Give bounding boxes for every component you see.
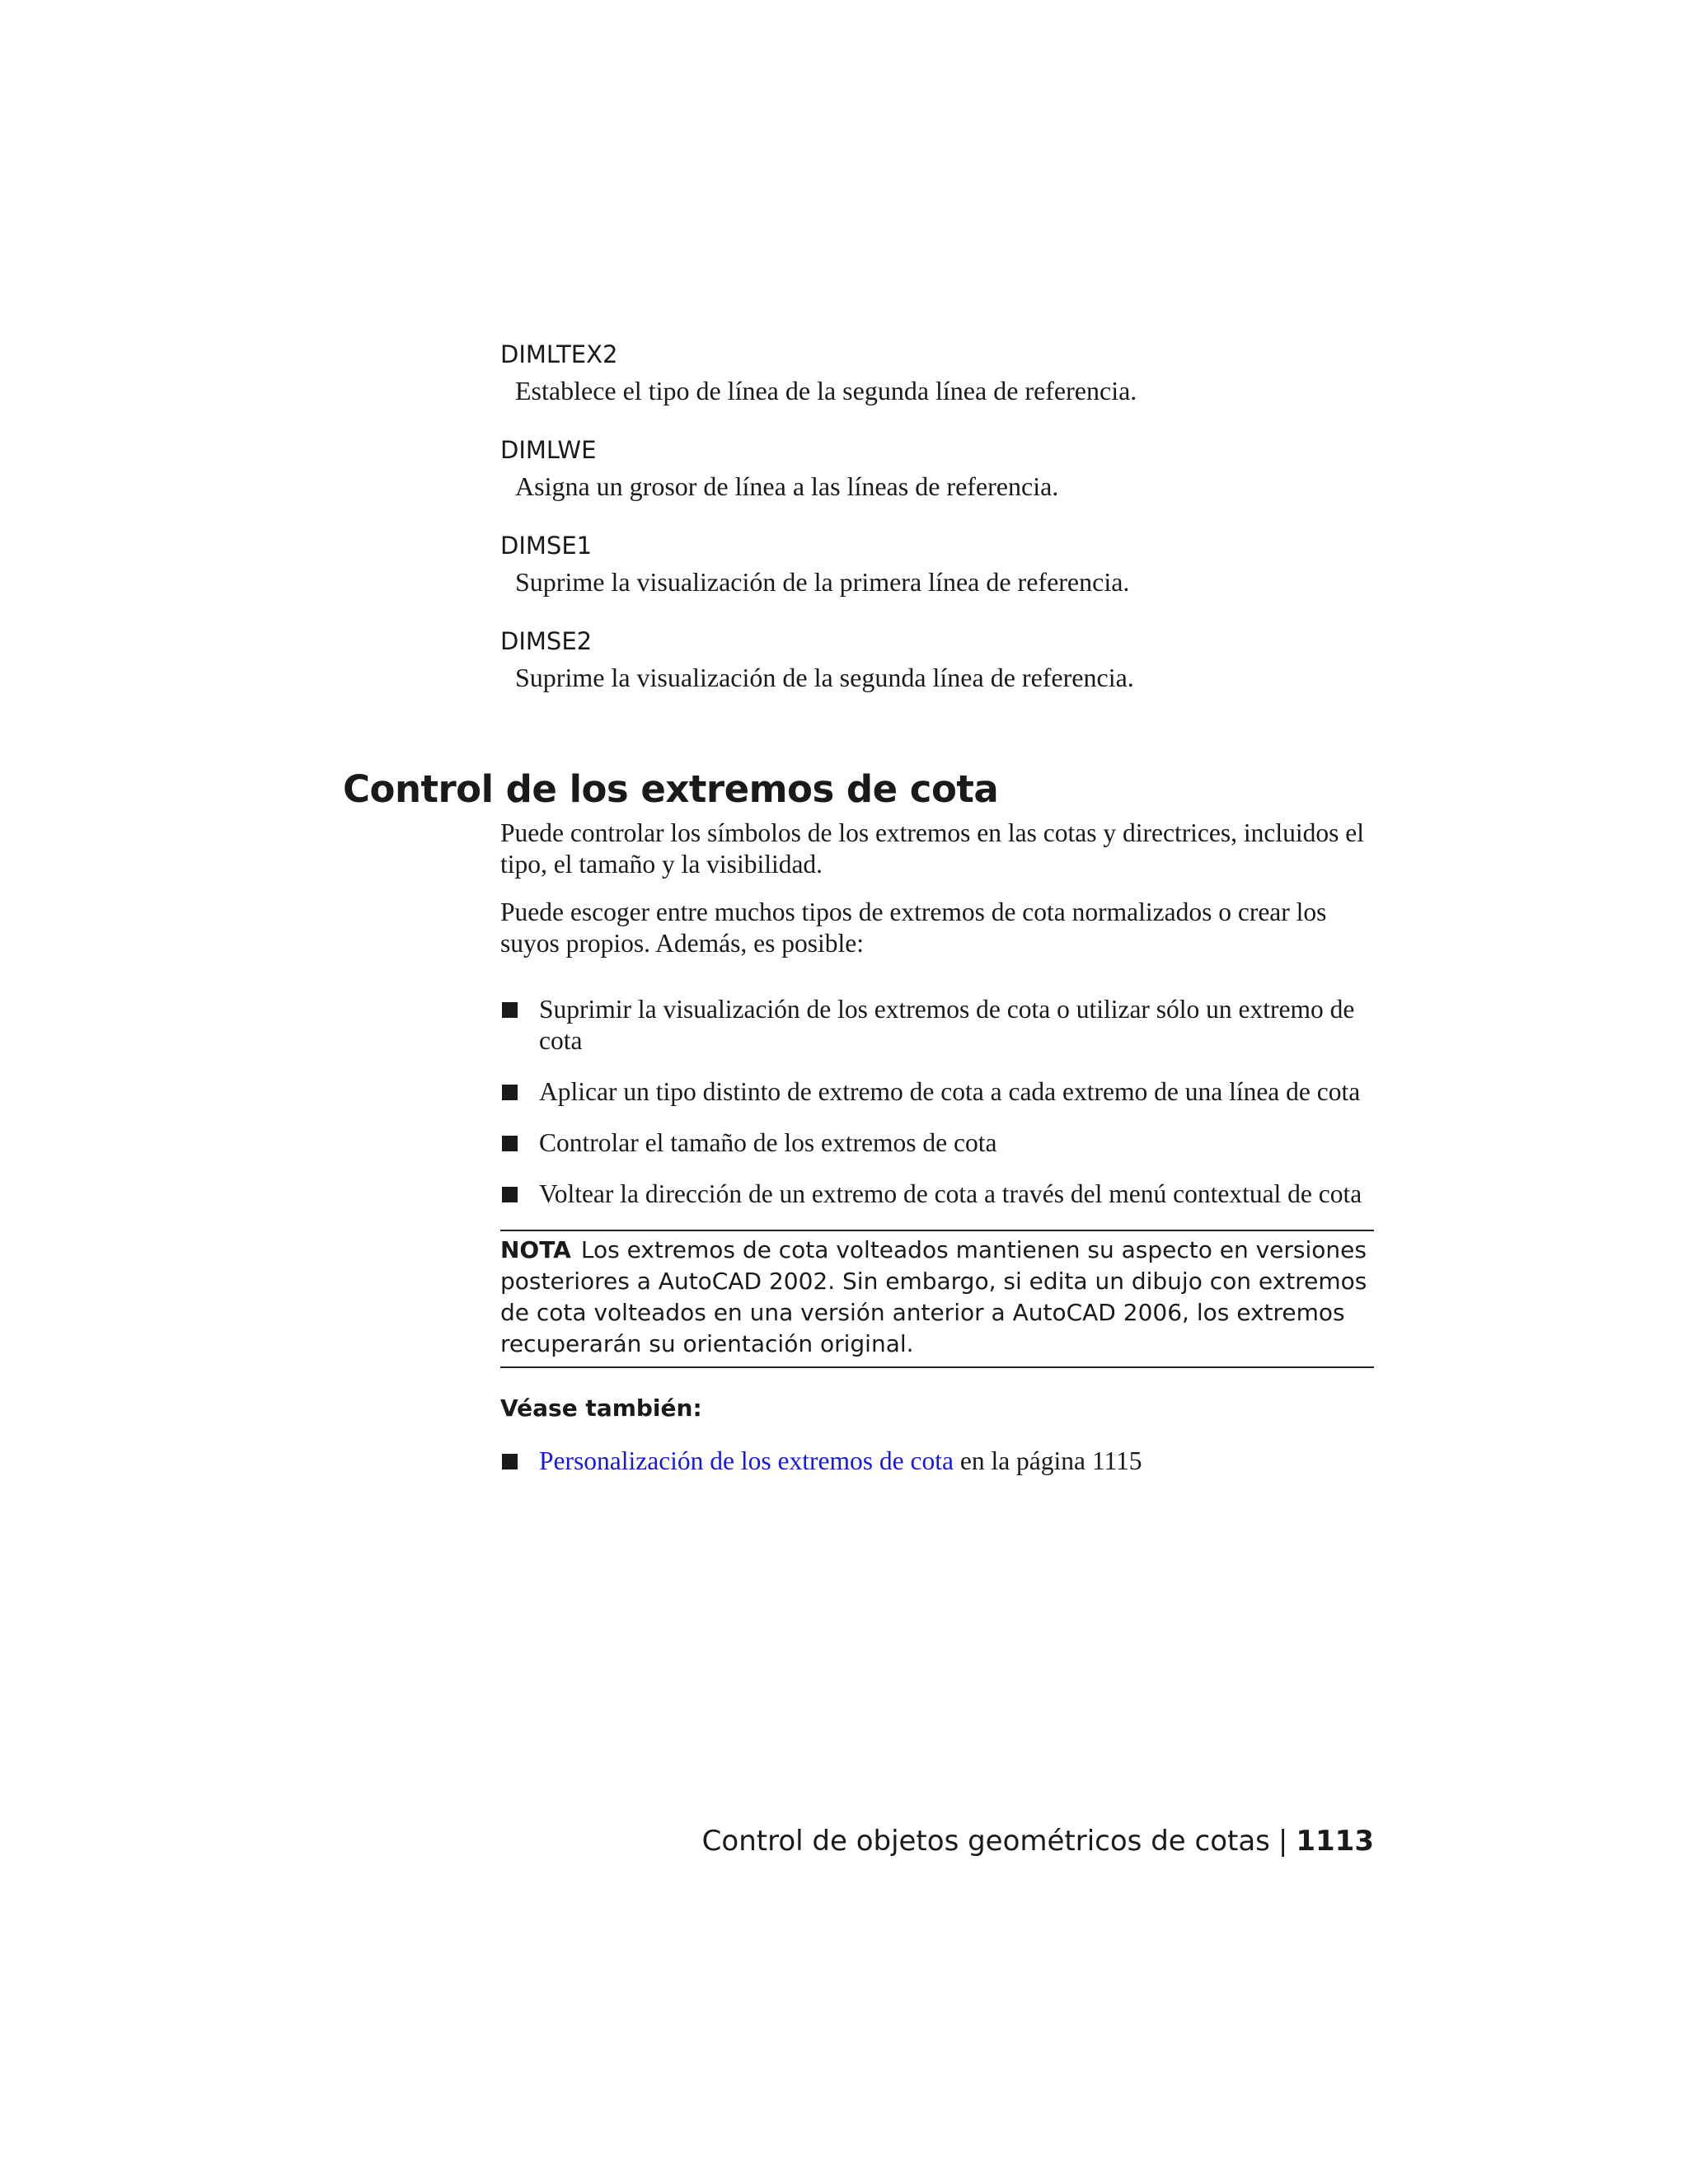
list-item-text: Suprimir la visualización de los extremos de cota o utilizar sólo un extremo de cota: [539, 995, 1355, 1055]
note-label: NOTA: [500, 1236, 571, 1263]
square-bullet-icon: [502, 1085, 518, 1100]
variable-list: [500, 336, 1374, 719]
variable-name: DIMLWE: [500, 436, 597, 464]
note-text: Los extremos de cota volteados mantienen su aspecto en versiones posteriores a AutoCAD 2002. Sin embargo, si edita un dibujo con extremos de cota volteados en una versión anterior a AutoCAD 2006, los extremos recuperarán su orientación original.: [500, 1236, 1367, 1357]
section-content: [500, 818, 1374, 1477]
see-also-suffix: en la página 1115: [953, 1446, 1142, 1475]
note-box: [500, 1230, 1374, 1368]
list-item: [500, 994, 1374, 1057]
variable-description: Asigna un grosor de línea a las líneas de referencia.: [515, 471, 1059, 501]
paragraph: Puede escoger entre muchos tipos de extremos de cota normalizados o crear los suyos propios. Además, es posible:: [500, 898, 1327, 958]
paragraph: Puede controlar los símbolos de los extremos en las cotas y directrices, incluidos el tipo, el tamaño y la visibilidad.: [500, 818, 1365, 879]
list-item-text: Aplicar un tipo distinto de extremo de cota a cada extremo de una línea de cota: [539, 1077, 1361, 1106]
footer-chapter: Control de objetos geométricos de cotas: [701, 1825, 1270, 1858]
square-bullet-icon: [502, 1136, 518, 1151]
see-also-heading: Véase también:: [500, 1394, 702, 1422]
square-bullet-icon: [502, 1187, 518, 1202]
see-also-link[interactable]: Personalización de los extremos de cota: [539, 1446, 954, 1475]
bullet-list: [500, 994, 1374, 1210]
variable-description: Suprime la visualización de la primera línea de referencia.: [515, 567, 1130, 597]
list-item: [500, 1127, 1374, 1159]
variable-description: Establece el tipo de línea de la segunda línea de referencia.: [515, 376, 1137, 405]
variable-description: Suprime la visualización de la segunda línea de referencia.: [515, 663, 1134, 692]
list-item: [500, 1076, 1374, 1108]
page-number: 1113: [1296, 1825, 1374, 1858]
section-title: Control de los extremos de cota: [343, 767, 999, 811]
square-bullet-icon: [502, 1002, 518, 1018]
list-item: [500, 1179, 1374, 1210]
variable-name: DIMLTEX2: [500, 340, 618, 368]
see-also-list: [500, 1446, 1374, 1477]
variable-name: DIMSE2: [500, 627, 593, 655]
list-item-text: Controlar el tamaño de los extremos de cota: [539, 1128, 997, 1157]
list-item-text: Voltear la dirección de un extremo de cota a través del menú contextual de cota: [539, 1179, 1362, 1208]
footer-separator: |: [1278, 1825, 1288, 1858]
square-bullet-icon: [502, 1454, 518, 1469]
list-item: [500, 1446, 1374, 1477]
page-footer: [702, 1823, 1374, 1859]
variable-name: DIMSE1: [500, 532, 593, 560]
